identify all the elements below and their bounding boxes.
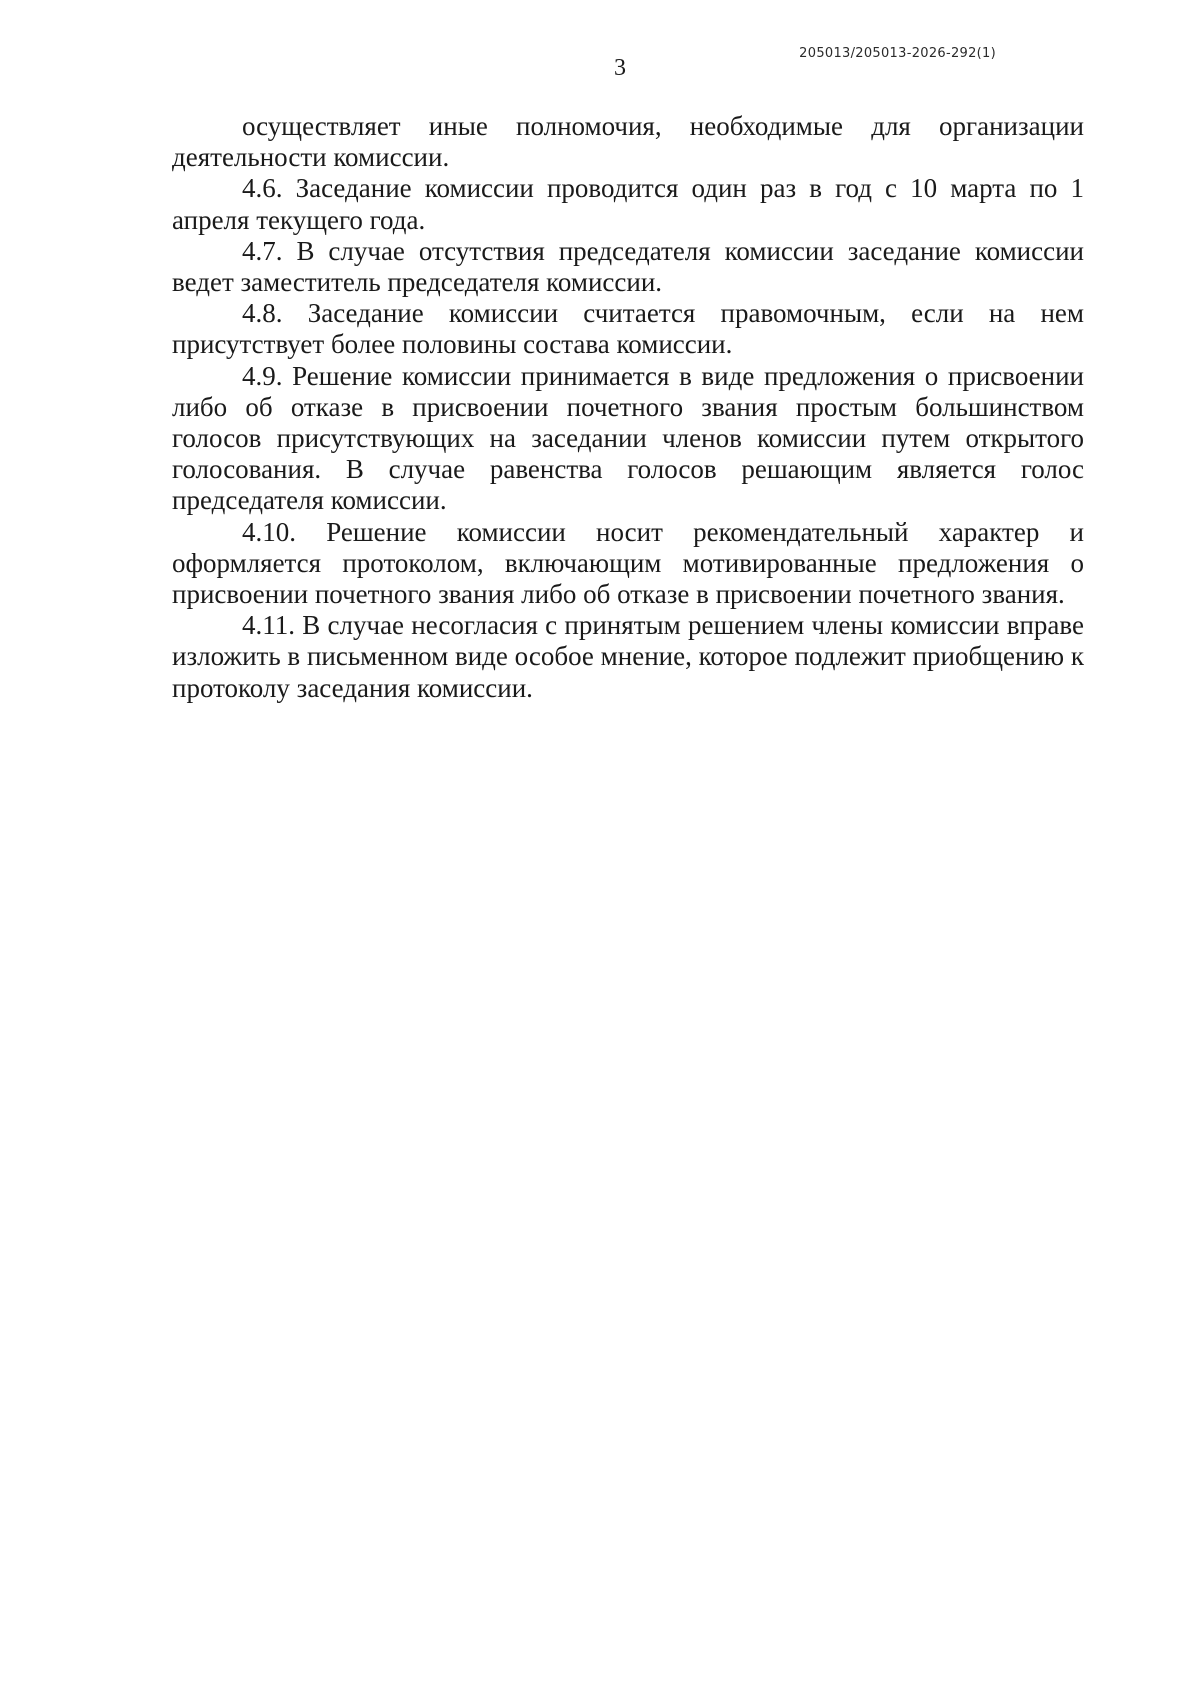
document-body [172,111,1084,704]
paragraph-4-6: 4.6. Заседание комиссии проводится один раз в год с 10 марта по 1 апреля текущего года. [172,173,1084,235]
document-id-stamp: 205013/205013-2026-292(1) [799,46,996,61]
paragraph-4-8: 4.8. Заседание комиссии считается правомочным, если на нем присутствует более половины состава комиссии. [172,298,1084,360]
page-number: 3 [614,55,626,81]
paragraph-4-11: 4.11. В случае несогласия с принятым решением члены комиссии вправе изложить в письменном виде особое мнение, которое подлежит приобщению к протоколу заседания комиссии. [172,610,1084,703]
paragraph-continuation: осуществляет иные полномочия, необходимые для организации деятельности комиссии. [172,111,1084,173]
paragraph-4-7: 4.7. В случае отсутствия председателя комиссии заседание комиссии ведет заместитель председателя комиссии. [172,235,1084,298]
paragraph-4-9: 4.9. Решение комиссии принимается в виде предложения о присвоении либо об отказе в присвоении почетного звания простым большинством голосов присутствующих на заседании членов комиссии путем открытого голосования. В случае равенства голосов решающим является голос председателя комиссии. [172,360,1084,516]
paragraph-4-10: 4.10. Решение комиссии носит рекомендательный характер и оформляется протоколом, включающим мотивированные предложения о присвоении почетного звания либо об отказе в присвоении почетного звания. [172,516,1084,610]
